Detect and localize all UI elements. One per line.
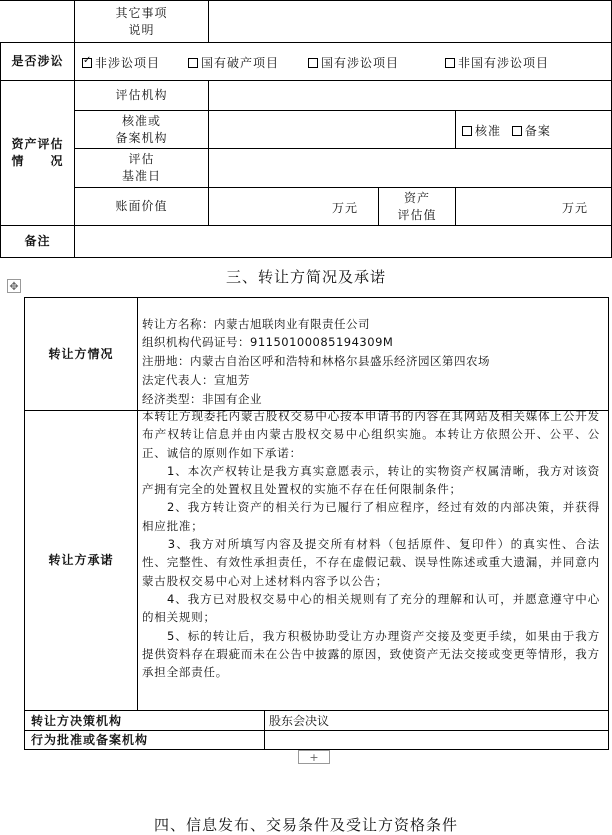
appraised-value-label: 资产 评估值 <box>397 190 437 222</box>
option-filing[interactable]: 备案 <box>512 124 551 138</box>
approval-org-value[interactable] <box>269 731 607 749</box>
other-matters-label: 其它事项 说明 <box>115 6 168 37</box>
checkbox-icon[interactable] <box>512 126 522 136</box>
checkbox-checked-icon[interactable] <box>82 58 92 68</box>
transferor-address: 注册地：内蒙古自治区呼和浩特和林格尔县盛乐经济园区第四农场 <box>142 354 490 368</box>
remarks-label: 备注 <box>24 234 51 248</box>
option-approve[interactable]: 核准 <box>462 124 501 138</box>
other-matters-value[interactable] <box>209 1 611 42</box>
approval-org-label: 行为批准或备案机构 <box>31 733 149 747</box>
book-value-label: 账面价值 <box>115 199 168 213</box>
checkbox-icon[interactable] <box>462 126 472 136</box>
commitment-item-4: 4、我方已对股权交易中心的相关规则有了充分的理解和认可，并愿意遵守中心的相关规则； <box>142 591 600 625</box>
approval-org-label: 核准或 备案机构 <box>115 113 168 145</box>
option-state-bankruptcy[interactable]: 国有破产项目 <box>188 54 279 71</box>
approval-type-options <box>462 122 551 139</box>
commitment-text <box>142 407 600 681</box>
checkbox-icon[interactable] <box>445 58 455 68</box>
checkbox-icon[interactable] <box>188 58 198 68</box>
section-4-title: 四、信息发布、交易条件及受让方资格条件 <box>153 816 458 834</box>
decision-org-value[interactable]: 股东会决议 <box>269 714 330 728</box>
table-move-handle-icon[interactable]: ✥ <box>7 279 21 293</box>
commitment-item-1: 1、本次产权转让是我方真实意愿表示，转让的实物资产权属清晰，我方对该资产拥有完全的处置权且处置权的实施不存在任何限制条件； <box>142 463 600 497</box>
option-non-litigation[interactable]: ✓ 非涉讼项目 <box>82 54 160 71</box>
litigation-label: 是否涉讼 <box>11 54 64 68</box>
commitment-item-3: 3、我方对所填写内容及提交所有材料（包括原件、复印件）的真实性、合法性、完整性、有效性承担责任，不存在虚假记载、误导性陈述或重大遗漏，并同意内蒙古股权交易中心对上述材料内容予以公告； <box>142 537 600 588</box>
commitment-intro: 本转让方现委托内蒙古股权交易中心按本申请书的内容在其网站及相关媒体上公开发布产权转让信息并由内蒙古股权交易中心组织实施。本转让方依照公开、公平、公正、诚信的原则作如下承诺： <box>142 409 600 460</box>
checkbox-icon[interactable] <box>308 58 318 68</box>
transferor-name: 转让方名称：内蒙古旭联肉业有限责任公司 <box>142 317 370 331</box>
option-state-litigation[interactable]: 国有涉讼项目 <box>308 54 399 71</box>
decision-org-label: 转让方决策机构 <box>31 714 123 728</box>
transferor-org-code: 组织机构代码证号：91150100085194309M <box>142 335 394 349</box>
transferor-legal-rep: 法定代表人：宣旭芳 <box>142 373 250 387</box>
asset-eval-label: 资产评估 情 况 <box>11 137 64 168</box>
transferor-economic-type: 经济类型：非国有企业 <box>142 392 262 406</box>
appraised-value-unit: 万元 <box>562 201 589 215</box>
section-3-title: 三、转让方简况及承诺 <box>225 268 386 286</box>
base-date-label: 评估 基准日 <box>121 152 161 183</box>
add-row-plus-icon[interactable]: + <box>298 750 330 764</box>
appraiser-label: 评估机构 <box>115 88 168 102</box>
option-non-state-litigation[interactable]: 非国有涉讼项目 <box>445 54 549 71</box>
commitment-label: 转让方承诺 <box>48 553 114 567</box>
commitment-item-2: 2、我方转让资产的相关行为已履行了相应程序，经过有效的内部决策，并获得相应批准； <box>142 500 600 533</box>
commitment-item-5: 5、标的转让后，我方积极协助受让方办理资产交接及变更手续，如果由于我方提供资料存在瑕疵而未在公告中披露的原因，致使资产无法交接或变更等情形，我方承担全部责任。 <box>142 628 600 680</box>
book-value-unit: 万元 <box>332 201 359 215</box>
transferor-info-label: 转让方情况 <box>48 346 114 361</box>
